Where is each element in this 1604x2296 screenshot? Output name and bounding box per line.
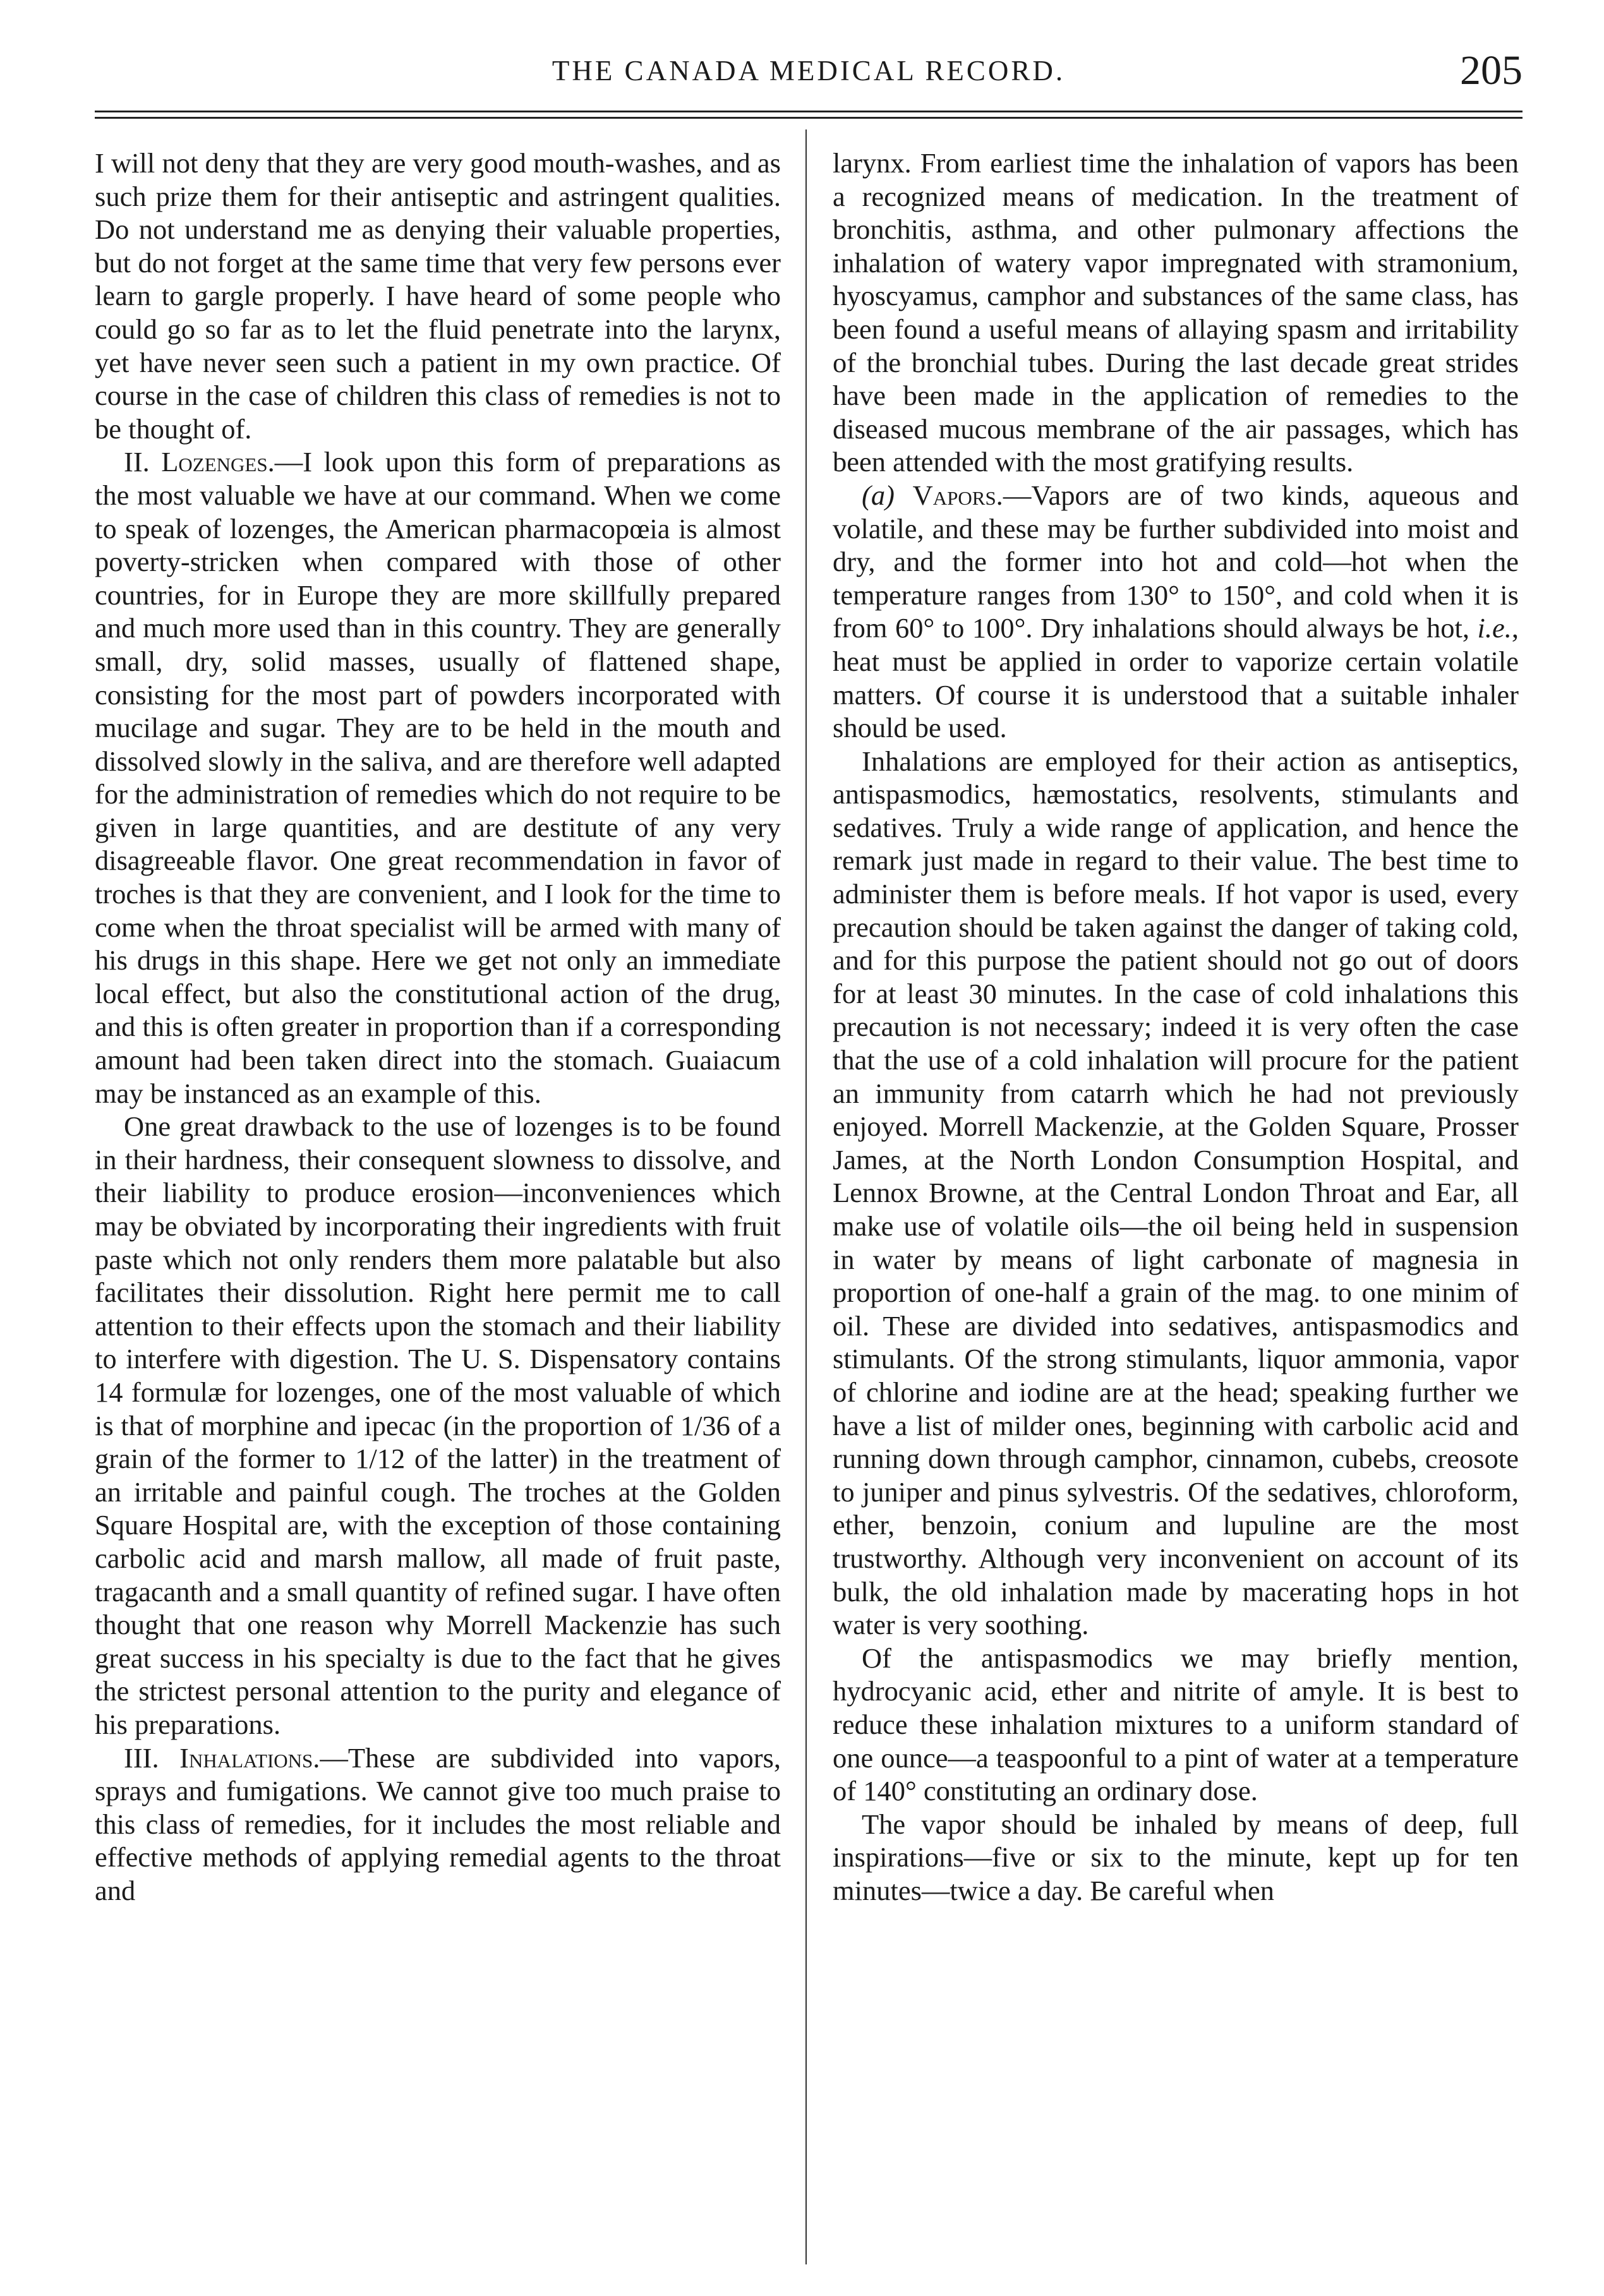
- header-rule-top: [95, 111, 1523, 112]
- section-heading-inhalations: Inhalations.: [179, 1741, 320, 1774]
- section-number: II.: [124, 446, 162, 478]
- section-number: III.: [124, 1741, 180, 1774]
- paragraph-inhalations: [95, 1741, 781, 1908]
- abbreviation-ie: i.e.: [1477, 612, 1512, 644]
- section-heading-lozenges: Lozenges.: [161, 446, 275, 478]
- paragraph-larynx-continued: larynx. From earliest time the inhalation of vapors has been a recognized means of medication. In the treatment of bronchitis, asthma, and other pulmonary affections the inhalation of watery vapor impregnated with stramonium, hyoscyamus, camphor and substances of the same class, has been found a useful means of allaying spasm and irritability of the bronchial tubes. During the last decade great strides have been made in the application of remedies to the diseased mucous membrane of the air passages, which has been attended with the most gratifying results.: [833, 147, 1519, 478]
- running-head: [95, 47, 1523, 101]
- fraction-one-thirty-sixth: 1/36: [680, 1409, 730, 1441]
- header-rule-bottom: [95, 117, 1523, 119]
- paragraph-antispasmodics: Of the antispasmodics we may briefly mention, hydrocyanic acid, ether and nitrite of amyle. It is best to reduce these inhalation mixtures to a uniform standard of one ounce—a teaspoonful to a pint of water at a temperature of 140° constituting an ordinary dose.: [833, 1642, 1519, 1807]
- right-column: [833, 147, 1519, 1907]
- text-run: of a grain of the former to: [95, 1409, 781, 1475]
- text-run: , heat must be applied in order to vaporize certain volatile matters. Of course it is understood that a suitable inhaler should be used.: [833, 612, 1519, 744]
- paragraph-inhalation-uses: Inhalations are employed for their action as antiseptics, antispasmodics, hæmostatics, resolvents, stimulants and sedatives. Truly a wide range of application, and hence the remark just made in regard to their value. The best time to administer them is before meals. If hot vapor is used, every precaution should be taken against the danger of taking cold, and for this purpose the patient should not go out of doors for at least 30 minutes. In the case of cold inhalations this precaution is not necessary; indeed it is very often the case that the use of a cold inhalation will procure for the patient an immunity from catarrh which he had not previously enjoyed. Morrell Mackenzie, at the Golden Square, Prosser James, at the North London Consumption Hospital, and Lennox Browne, at the Central London Throat and Ear, all make use of volatile oils—the oil being held in suspension in water by means of light carbonate of magnesia in proportion of one-half a grain of the mag. to one minim of oil. These are divided into sedatives, antispasmodics and stimulants. Of the strong stimulants, liquor ammonia, vapor of chlorine and iodine are at the head; speaking further we have a list of milder ones, beginning with carbolic acid and running down through camphor, cinnamon, cubebs, creosote to juniper and pinus sylvestris. Of the sedatives, chloroform, ether, benzoin, conium and lupuline are the most trustworthy. Although very inconvenient on account of its bulk, the old inhalation made by macerating hops in hot water is very soothing.: [833, 745, 1519, 1641]
- subsection-label: (a): [862, 479, 913, 511]
- paragraph-mouthwashes: I will not deny that they are very good mouth-washes, and as such prize them for their antiseptic and astringent qualities. Do not understand me as denying their valuable properties, but do not forget at the same time that very few persons ever learn to gargle properly. I have heard of some people who could go so far as to let the fluid penetrate into the larynx, yet have never seen such a patient in my own practice. Of course in the case of children this class of remedies is not to be thought of.: [95, 147, 781, 445]
- text-run: of the latter) in the treatment of an irritable and painful cough. The troches at the Golden Square Hospital are, with the exception of those containing carbolic acid and marsh mallow, all made of fruit paste, tragacanth and a small quantity of refined sugar. I have often thought that one reason why Morrell Mackenzie has such great success in his specialty is due to the fact that he gives the strictest personal attention to the purity and elegance of his preparations.: [95, 1443, 781, 1740]
- paragraph-lozenge-drawbacks: [95, 1110, 781, 1741]
- paragraph-lozenges-body: —I look upon this form of preparations as the most valuable we have at our command. When we come to speak of lozenges, the American pharmacopœia is almost poverty-stricken when compared with those of other countries, for in Europe they are more skillfully prepared and much more used than in this country. They are generally small, dry, solid masses, usually of flattened shape, consisting for the most part of powders incorporated with mucilage and sugar. They are to be held in the mouth and dissolved slowly in the saliva, and are therefore well adapted for the administration of remedies which do not require to be given in large quantities, and are destitute of any very disagreeable flavor. One great recommendation in favor of troches is that they are convenient, and I look for the time to come when the throat specialist will be armed with many of his drugs in this shape. Here we get not only an immediate local effect, but also the constitutional action of the drug, and this is often greater in proportion than if a corresponding amount had been taken direct into the stomach. Guaiacum may be instanced as an example of this.: [95, 446, 781, 1109]
- running-title: THE CANADA MEDICAL RECORD.: [552, 55, 1066, 87]
- left-column: [95, 147, 781, 1907]
- paragraph-lozenges: [95, 445, 781, 1110]
- column-divider: [805, 129, 807, 2264]
- section-heading-vapors: Vapors.: [912, 479, 1003, 511]
- fraction-one-twelfth: 1/12: [355, 1443, 406, 1475]
- paragraph-vapors: [833, 479, 1519, 745]
- text-run: One great drawback to the use of lozenges is to be found in their hardness, their consequent slowness to dissolve, and their liability to produce erosion—inconveniences which may be obviated by incorporating their ingredients with fruit paste which not only renders them more palatable but also facilitates their dissolution. Right here permit me to call attention to their effects upon the stomach and their liability to interfere with digestion. The U. S. Dispensatory contains 14 formulæ for lozenges, one of the most valuable of which is that of morphine and ipecac (in the proportion of: [95, 1110, 781, 1441]
- text-run: —Vapors are of two kinds, aqueous and volatile, and these may be further subdivided into moist and dry, and the former into hot and cold—hot when the temperature ranges from 130° to 150°, and cold when it is from 60° to 100°. Dry inhalations should always be hot,: [833, 479, 1519, 644]
- paragraph-inhalations-body: —These are subdivided into vapors, sprays and fumigations. We cannot give too much praise to this class of remedies, for it includes the most reliable and effective methods of applying remedial agents to the throat and: [95, 1741, 781, 1906]
- page-number: 205: [1460, 47, 1523, 93]
- paragraph-inhaling-method: The vapor should be inhaled by means of deep, full inspirations—five or six to the minute, kept up for ten minutes—twice a day. Be careful when: [833, 1808, 1519, 1906]
